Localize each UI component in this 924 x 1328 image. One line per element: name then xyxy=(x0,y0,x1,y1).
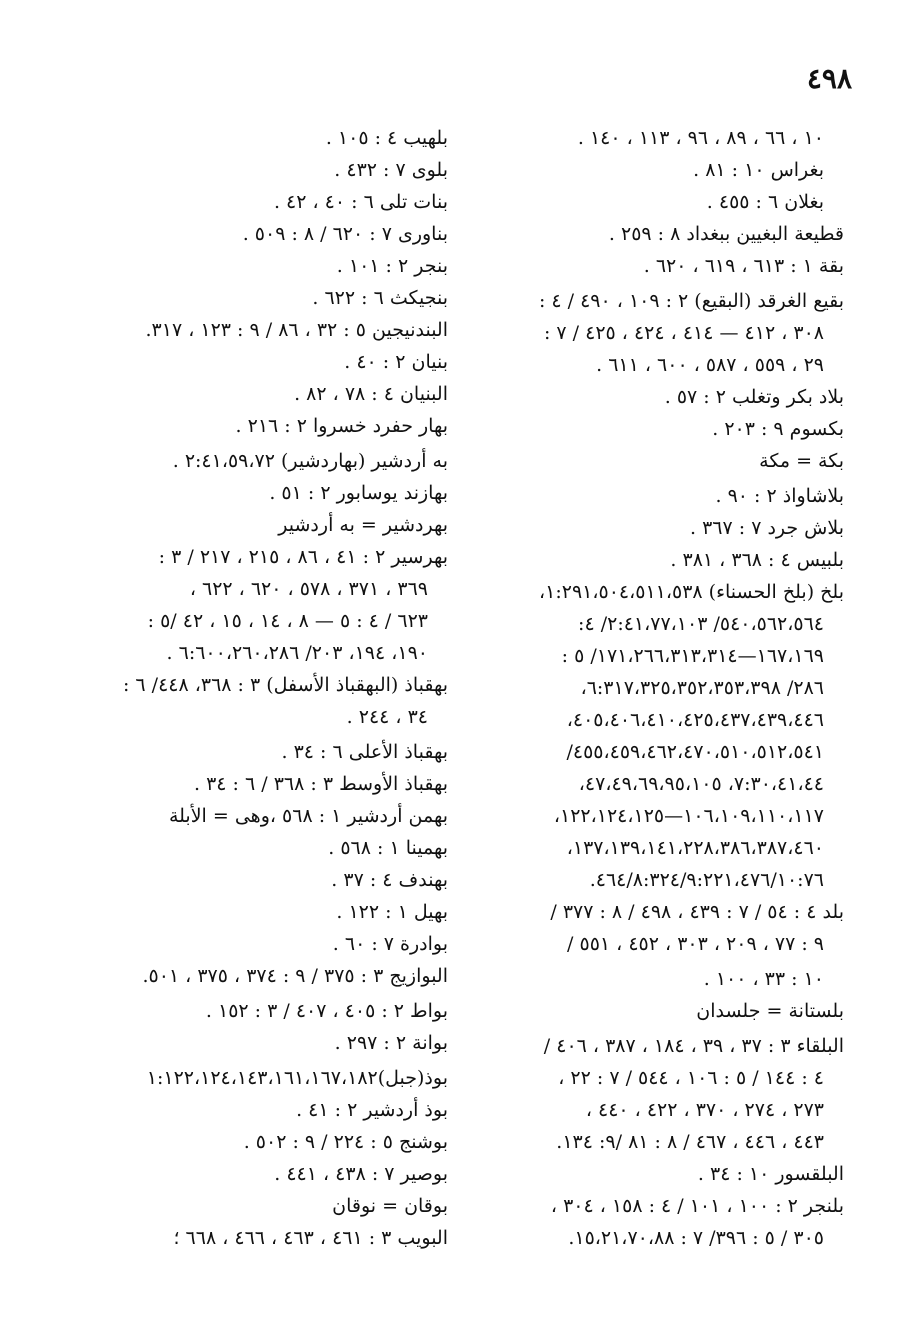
index-line: ١٩٠، ١٩٤، ٢٠٣/ ٦:٦٠٠،٢٦٠،٢٨٦ . xyxy=(166,642,428,664)
index-line: ٤٦٤/٨:٣٢٤/٩:٢٢١،٤٧٦/١٠:٧٦. xyxy=(589,869,824,891)
index-line: ٤٠٥،٤٠٦،٤١٠،٤٢٥،٤٣٧،٤٣٩،٤٤٦، xyxy=(566,709,824,731)
index-line: ٣٦٩ ، ٣٧١ ، ٥٧٨ ، ٦٢٠ ، ٦٢٢ ، xyxy=(189,578,428,600)
index-line: بوذ(جبل)١:١٢٢،١٢٤،١٤٣،١٦١،١٦٧،١٨٢ xyxy=(146,1067,448,1089)
index-line: ٤٥٥،٤٥٩،٤٦٢،٤٧٠،٥١٠،٥١٢،٥٤١/ xyxy=(566,741,824,763)
index-line: ١٦٧،١٦٩—١٧١،٢٦٦،٣١٣،٣١٤/ ٥ : xyxy=(561,645,824,667)
index-line: بلخ (بلخ الحسناء) ١:٢٩١،٥٠٤،٥١١،٥٣٨، xyxy=(539,581,844,603)
index-column-right xyxy=(478,122,844,1254)
index-line: بكسوم ٩ : ٢٠٣ . xyxy=(712,418,844,440)
index-column-left xyxy=(76,122,448,1254)
index-line: بهندف ٤ : ٣٧ . xyxy=(331,869,448,891)
index-line: بنجيكث ٦ : ٦٢٢ . xyxy=(312,287,448,309)
index-line: بلاد بكر وتغلب ٢ : ٥٧ . xyxy=(664,386,844,408)
index-line: بوانة ٢ : ٢٩٧ . xyxy=(334,1032,448,1054)
index-line: بهقباذ الأعلى ٦ : ٣٤ . xyxy=(281,741,448,763)
index-line: بهقباذ (البهقباذ الأسفل) ٣ : ٣٦٨، ٤٤٨/ ٦ : xyxy=(122,674,448,696)
page-number: ٤٩٨ xyxy=(806,62,852,95)
index-line: ٩ : ٧٧ ، ٢٠٩ ، ٣٠٣ ، ٤٥٢ ، ٥٥١ / xyxy=(567,933,824,955)
index-line: ٢٩ ، ٥٥٩ ، ٥٨٧ ، ٦٠٠ ، ٦١١ . xyxy=(596,354,824,376)
index-line: ١٣٧،١٣٩،١٤١،٢٢٨،٣٨٦،٣٨٧،٤٦٠، xyxy=(566,837,824,859)
index-line: بغراس ١٠ : ٨١ . xyxy=(693,159,824,181)
index-line: بهردشير = به أردشير xyxy=(278,514,448,536)
index-line: ٣٠٥ / ٥ : ٣٩٦/ ٧ : ١٥،٢١،٧٠،٨٨. xyxy=(568,1227,824,1249)
index-line: بهمن أردشير ١ : ٥٦٨ ،وهى = الأبلة xyxy=(168,805,448,827)
index-line: بناورى ٧ : ٦٢٠ / ٨ : ٥٠٩ . xyxy=(242,223,448,245)
index-line: بلستانة = جلسدان xyxy=(696,1000,844,1022)
index-line: بنجر ٢ : ١٠١ . xyxy=(336,255,448,277)
index-line: البوازيج ٣ : ٣٧٥ / ٩ : ٣٧٤ ، ٣٧٥ ، ٥٠١. xyxy=(142,965,448,987)
index-line: ١٠ ، ٦٦ ، ٨٩ ، ٩٦ ، ١١٣ ، ١٤٠ . xyxy=(577,127,824,149)
index-line: بوذ أردشير ٢ : ٤١ . xyxy=(296,1099,448,1121)
index-line: البلقاء ٣ : ٣٧ ، ٣٩ ، ١٨٤ ، ٣٨٧ ، ٤٠٦ / xyxy=(543,1035,844,1057)
index-line: بلد ٤ : ٥٤ / ٧ : ٤٣٩ ، ٤٩٨ / ٨ : ٣٧٧ / xyxy=(550,901,844,923)
index-line: قطيعة البغيين ببغداد ٨ : ٢٥٩ . xyxy=(608,223,844,245)
index-line: بغلان ٦ : ٤٥٥ . xyxy=(706,191,824,213)
index-line: بلنجر ٢ : ١٠٠ ، ١٠١ / ٤ : ١٥٨ ، ٣٠٤ ، xyxy=(550,1195,844,1217)
index-line: ٥٤٠،٥٦٢،٥٦٤/ ٢:٤١،٧٧،١٠٣/ ٤: xyxy=(578,613,824,635)
index-line: بلبيس ٤ : ٣٦٨ ، ٣٨١ . xyxy=(670,549,844,571)
index-line: ٣٠٨ ، ٤١٢ — ٤١٤ ، ٤٢٤ ، ٤٢٥ / ٧ : xyxy=(543,322,824,344)
index-line: ٧:٣٠،٤١،٤٤، ٤٧،٤٩،٦٩،٩٥،١٠٥، xyxy=(578,773,824,795)
index-line: ٣٤ ، ٢٤٤ . xyxy=(346,706,428,728)
index-line: البويب ٣ : ٤٦١ ، ٤٦٣ ، ٤٦٦ ، ٦٦٨ ؛ xyxy=(173,1227,448,1249)
index-line: بهقباذ الأوسط ٣ : ٣٦٨ / ٦ : ٣٤ . xyxy=(194,773,448,795)
index-line: بنات تلى ٦ : ٤٠ ، ٤٢ . xyxy=(273,191,448,213)
index-line: بهار حفرد خسروا ٢ : ٢١٦ . xyxy=(235,415,448,437)
index-line: ٤ : ١٤٤ / ٥ : ١٠٦ ، ٥٤٤ / ٧ : ٢٢ ، xyxy=(558,1067,824,1089)
index-line: به أردشير (بهاردشير) ٢:٤١،٥٩،٧٢ . xyxy=(172,450,448,472)
index-line: بوصير ٧ : ٤٣٨ ، ٤٤١ . xyxy=(274,1163,448,1185)
index-line: بوشنج ٥ : ٢٢٤ / ٩ : ٥٠٢ . xyxy=(243,1131,448,1153)
index-line: البلقسور ١٠ : ٣٤ . xyxy=(697,1163,844,1185)
index-line: ١٠٦،١٠٩،١١٠،١١٧—١٢٢،١٢٤،١٢٥، xyxy=(553,805,824,827)
index-line: ٤٤٣ ، ٤٤٦ ، ٤٦٧ / ٨ : ٨١ /٩: ١٣٤. xyxy=(556,1131,824,1153)
index-line: بلاش جرد ٧ : ٣٦٧ . xyxy=(689,517,844,539)
index-line: بهمينا ١ : ٥٦٨ . xyxy=(328,837,448,859)
index-line: بكة = مكة xyxy=(759,450,844,472)
index-line: بوادرة ٧ : ٦٠ . xyxy=(332,933,448,955)
index-line: بقة ١ : ٦١٣ ، ٦١٩ ، ٦٢٠ . xyxy=(643,255,844,277)
index-line: ٦٢٣ / ٤ : ٥ — ٨ ، ١٤ ، ١٥ ، ٤٢ /٥ : xyxy=(147,610,428,632)
index-line: ٢٧٣ ، ٢٧٤ ، ٣٧٠ ، ٤٢٢ ، ٤٤٠ ، xyxy=(585,1099,824,1121)
index-line: بهرسير ٢ : ٤١ ، ٨٦ ، ٢١٥ ، ٢١٧ / ٣ : xyxy=(158,546,448,568)
index-line: بوقان = نوقان xyxy=(332,1195,448,1217)
index-line: ٢٨٦/ ٦:٣١٧،٣٢٥،٣٥٢،٣٥٣،٣٩٨، xyxy=(580,677,824,699)
index-line: ١٠ : ٣٣ ، ١٠٠ . xyxy=(703,968,824,990)
index-line: بقيع الغرقد (البقيع) ٢ : ١٠٩ ، ٤٩٠ / ٤ : xyxy=(538,290,844,312)
index-line: بلاشاواذ ٢ : ٩٠ . xyxy=(715,485,844,507)
index-line: بواط ٢ : ٤٠٥ ، ٤٠٧ / ٣ : ١٥٢ . xyxy=(205,1000,448,1022)
index-line: بهازند يوسابور ٢ : ٥١ . xyxy=(269,482,448,504)
index-line: بلهيب ٤ : ١٠٥ . xyxy=(325,127,448,149)
index-line: بهيل ١ : ١٢٢ . xyxy=(336,901,448,923)
index-line: بنيان ٢ : ٤٠ . xyxy=(344,351,448,373)
index-line: بلوى ٧ : ٤٣٢ . xyxy=(334,159,448,181)
index-line: البندنيجين ٥ : ٣٢ ، ٨٦ / ٩ : ١٢٣ ، ٣١٧. xyxy=(145,319,448,341)
index-line: البنيان ٤ : ٧٨ ، ٨٢ . xyxy=(294,383,448,405)
